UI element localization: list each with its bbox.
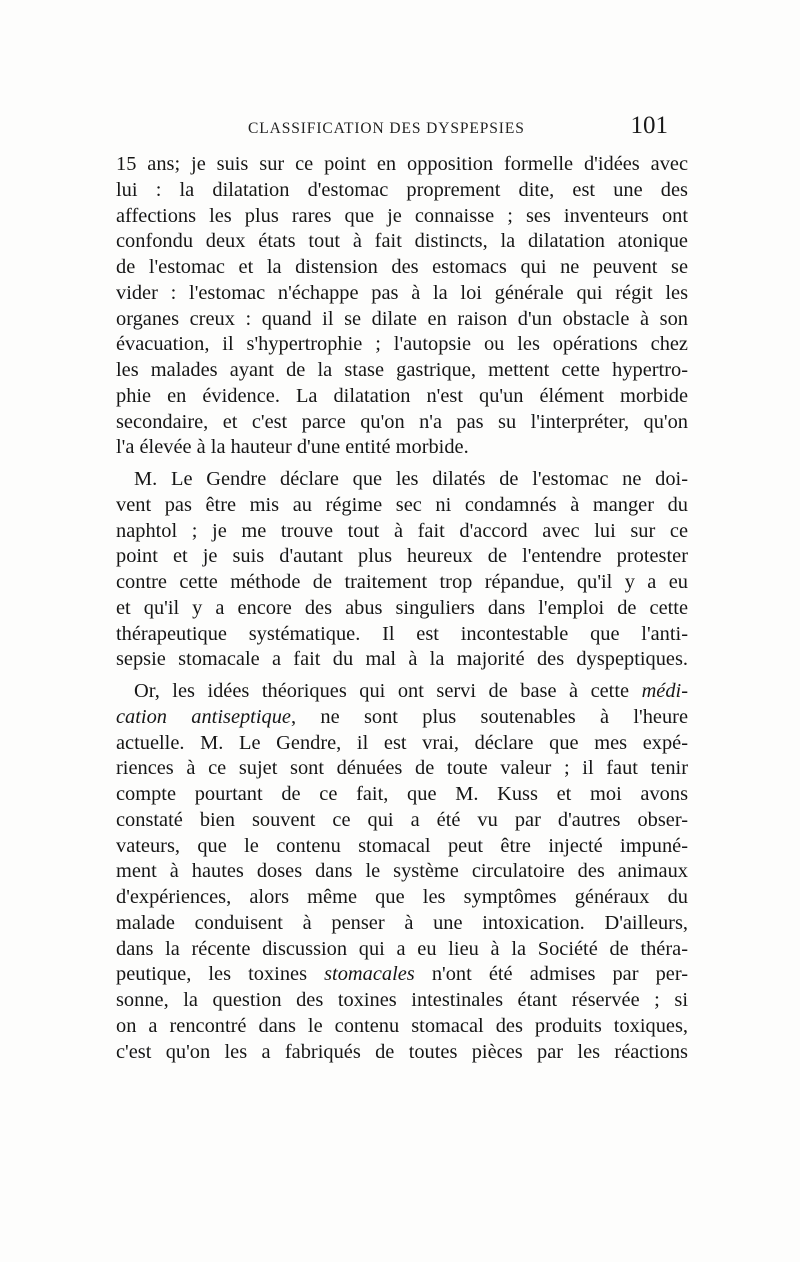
text-line: constaté bien souvent ce qui a été vu par d'autres obser- bbox=[116, 808, 688, 831]
page-header bbox=[116, 112, 672, 144]
text-line: organes creux : quand il se dilate en raison d'un obstacle à son bbox=[116, 307, 688, 330]
text-line bbox=[116, 705, 688, 731]
text-line: ment à hautes doses dans le système circulatoire des animaux bbox=[116, 860, 688, 883]
text-line: 15 ans; je suis sur ce point en opposition formelle d'idées avec bbox=[116, 153, 688, 175]
running-title: CLASSIFICATION DES DYSPEPSIES bbox=[248, 120, 525, 137]
text-line: vent pas être mis au régime sec ni condamnés à manger du bbox=[116, 493, 688, 516]
text-line bbox=[116, 962, 688, 988]
text-line: c'est qu'on les a fabriqués de toutes pièces par les réactions bbox=[116, 1040, 688, 1063]
text-line: sonne, la question des toxines intestinales étant réservée ; si bbox=[116, 989, 688, 1011]
text-line: de l'estomac et la distension des estomacs qui ne peuvent se bbox=[116, 256, 688, 278]
text-line: secondaire, et c'est parce qu'on n'a pas su l'interpréter, qu'on bbox=[116, 410, 688, 433]
text-line: confondu deux états tout à fait distincts, la dilatation atonique bbox=[116, 230, 688, 253]
text-line bbox=[116, 679, 688, 705]
text-line: naphtol ; je me trouve tout à fait d'accord avec lui sur ce bbox=[116, 519, 688, 542]
text-line: thérapeutique systématique. Il est incontestable que l'anti- bbox=[116, 622, 688, 645]
paragraph-1 bbox=[116, 152, 688, 461]
text-line: malade conduisent à penser à une intoxication. D'ailleurs, bbox=[116, 911, 688, 934]
page-number: 101 bbox=[630, 112, 668, 139]
text-line: lui : la dilatation d'estomac proprement dite, est une des bbox=[116, 178, 688, 201]
text-line: contre cette méthode de traitement trop répandue, qu'il y a eu bbox=[116, 571, 688, 593]
text-run: n'ont été admises par per- bbox=[414, 963, 689, 986]
text-line: on a rencontré dans le contenu stomacal des produits toxiques, bbox=[116, 1014, 688, 1037]
text-line: d'expériences, alors même que les symptômes généraux du bbox=[116, 886, 688, 908]
italic-run: médi- bbox=[641, 680, 688, 702]
text-line: riences à ce sujet sont dénuées de toute valeur ; il faut tenir bbox=[116, 757, 688, 780]
paragraph-3 bbox=[116, 679, 688, 1065]
text-run: Or, les idées théoriques qui ont servi de base à cette bbox=[134, 680, 642, 702]
text-line: vateurs, que le contenu stomacal peut être injecté impuné- bbox=[116, 834, 688, 857]
paragraph-2 bbox=[116, 467, 688, 673]
text-line: évacuation, il s'hypertrophie ; l'autopsie ou les opérations chez bbox=[116, 333, 688, 356]
italic-run: cation antiseptique bbox=[116, 705, 291, 728]
text-line: dans la récente discussion qui a eu lieu à la Société de théra- bbox=[116, 937, 688, 960]
text-line: et qu'il y a encore des abus singuliers dans l'emploi de cette bbox=[116, 596, 688, 619]
text-line: vider : l'estomac n'échappe pas à la loi générale qui régit les bbox=[116, 281, 688, 304]
text-line: M. Le Gendre déclare que les dilatés de l'estomac ne doi- bbox=[134, 468, 688, 490]
text-line: affections les plus rares que je connaisse ; ses inventeurs ont bbox=[116, 204, 688, 227]
body-text bbox=[116, 152, 688, 1065]
text-line: sepsie stomacale a fait du mal à la majorité des dyspeptiques. bbox=[116, 648, 688, 671]
text-line: phie en évidence. La dilatation n'est qu'un élément morbide bbox=[116, 384, 688, 407]
text-line: compte pourtant de ce fait, que M. Kuss et moi avons bbox=[116, 783, 688, 805]
italic-run: stomacales bbox=[324, 963, 415, 986]
text-line: point et je suis d'autant plus heureux de l'entendre protester bbox=[116, 545, 688, 568]
text-line: actuelle. M. Le Gendre, il est vrai, déclare que mes expé- bbox=[116, 731, 688, 754]
text-run: , ne sont plus soutenables à l'heure bbox=[290, 705, 688, 728]
text-line: l'a élevée à la hauteur d'une entité morbide. bbox=[116, 436, 469, 459]
text-line: les malades ayant de la stase gastrique, mettent cette hypertro- bbox=[116, 359, 688, 381]
text-run: peutique, les toxines bbox=[116, 963, 325, 986]
